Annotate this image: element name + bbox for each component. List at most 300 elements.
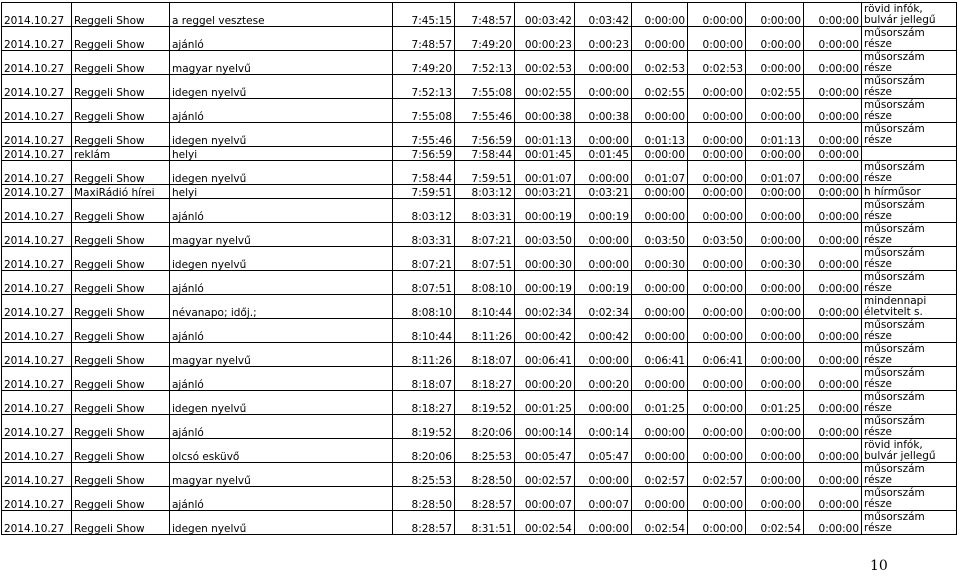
cell-category-note: műsorszám része xyxy=(862,223,957,247)
cell-category-note: műsorszám része xyxy=(862,51,957,75)
cell-value-1: 0:00:00 xyxy=(575,247,632,271)
cell-value-4: 0:00:00 xyxy=(746,99,804,123)
table-row xyxy=(2,3,957,27)
table-row xyxy=(2,439,957,463)
cell-value-1: 0:00:23 xyxy=(575,27,632,51)
cell-end-time: 7:58:44 xyxy=(455,147,515,161)
cell-item: idegen nyelvű xyxy=(170,511,393,535)
cell-duration: 00:02:54 xyxy=(515,511,575,535)
table-row xyxy=(2,51,957,75)
cell-value-2: 0:00:00 xyxy=(632,185,688,199)
cell-value-2: 0:03:50 xyxy=(632,223,688,247)
cell-category-note: műsorszám része xyxy=(862,511,957,535)
cell-value-3: 0:03:50 xyxy=(688,223,746,247)
cell-start-time: 7:59:51 xyxy=(393,185,455,199)
cell-value-4: 0:00:00 xyxy=(746,415,804,439)
cell-value-5: 0:00:00 xyxy=(804,415,862,439)
cell-date: 2014.10.27 xyxy=(2,51,72,75)
table-row xyxy=(2,295,957,319)
cell-value-2: 0:00:00 xyxy=(632,27,688,51)
cell-end-time: 7:56:59 xyxy=(455,123,515,147)
cell-date: 2014.10.27 xyxy=(2,185,72,199)
cell-program: Reggeli Show xyxy=(72,415,170,439)
cell-item: magyar nyelvű xyxy=(170,223,393,247)
cell-end-time: 7:59:51 xyxy=(455,161,515,185)
cell-duration: 00:03:21 xyxy=(515,185,575,199)
table-row xyxy=(2,271,957,295)
cell-value-1: 0:00:14 xyxy=(575,415,632,439)
table-row xyxy=(2,343,957,367)
cell-value-3: 0:00:00 xyxy=(688,199,746,223)
cell-category-note: műsorszám része xyxy=(862,367,957,391)
cell-value-5: 0:00:00 xyxy=(804,247,862,271)
cell-date: 2014.10.27 xyxy=(2,3,72,27)
cell-start-time: 8:07:51 xyxy=(393,271,455,295)
cell-item: magyar nyelvű xyxy=(170,463,393,487)
cell-program: Reggeli Show xyxy=(72,367,170,391)
cell-item: ajánló xyxy=(170,367,393,391)
table-row xyxy=(2,161,957,185)
cell-program: MaxiRádió hírei xyxy=(72,185,170,199)
cell-category-note: műsorszám része xyxy=(862,391,957,415)
cell-duration: 00:01:25 xyxy=(515,391,575,415)
cell-duration: 00:00:20 xyxy=(515,367,575,391)
cell-duration: 00:00:14 xyxy=(515,415,575,439)
cell-item: idegen nyelvű xyxy=(170,161,393,185)
cell-value-4: 0:00:00 xyxy=(746,27,804,51)
cell-start-time: 8:25:53 xyxy=(393,463,455,487)
cell-duration: 00:01:13 xyxy=(515,123,575,147)
cell-duration: 00:00:19 xyxy=(515,199,575,223)
cell-category-note xyxy=(862,147,957,161)
table-row xyxy=(2,199,957,223)
cell-value-5: 0:00:00 xyxy=(804,343,862,367)
cell-value-4: 0:00:00 xyxy=(746,223,804,247)
cell-value-2: 0:00:00 xyxy=(632,415,688,439)
cell-program: Reggeli Show xyxy=(72,51,170,75)
cell-duration: 00:00:07 xyxy=(515,487,575,511)
cell-item: ajánló xyxy=(170,487,393,511)
cell-value-4: 0:00:00 xyxy=(746,439,804,463)
cell-value-5: 0:00:00 xyxy=(804,295,862,319)
cell-program: Reggeli Show xyxy=(72,439,170,463)
cell-program: reklám xyxy=(72,147,170,161)
cell-date: 2014.10.27 xyxy=(2,511,72,535)
cell-date: 2014.10.27 xyxy=(2,343,72,367)
cell-date: 2014.10.27 xyxy=(2,123,72,147)
cell-program: Reggeli Show xyxy=(72,3,170,27)
cell-value-3: 0:00:00 xyxy=(688,391,746,415)
cell-value-3: 0:00:00 xyxy=(688,161,746,185)
cell-item: helyi xyxy=(170,147,393,161)
cell-category-note: műsorszám része xyxy=(862,343,957,367)
cell-program: Reggeli Show xyxy=(72,199,170,223)
cell-end-time: 8:19:52 xyxy=(455,391,515,415)
cell-program: Reggeli Show xyxy=(72,247,170,271)
cell-value-1: 0:00:19 xyxy=(575,199,632,223)
cell-value-5: 0:00:00 xyxy=(804,391,862,415)
cell-end-time: 8:28:50 xyxy=(455,463,515,487)
cell-value-1: 0:00:00 xyxy=(575,343,632,367)
cell-value-4: 0:00:00 xyxy=(746,343,804,367)
cell-value-5: 0:00:00 xyxy=(804,487,862,511)
cell-start-time: 8:18:07 xyxy=(393,367,455,391)
cell-value-1: 0:00:38 xyxy=(575,99,632,123)
cell-duration: 00:01:45 xyxy=(515,147,575,161)
cell-program: Reggeli Show xyxy=(72,123,170,147)
cell-item: magyar nyelvű xyxy=(170,343,393,367)
cell-end-time: 7:55:08 xyxy=(455,75,515,99)
cell-value-2: 0:02:54 xyxy=(632,511,688,535)
cell-value-4: 0:01:13 xyxy=(746,123,804,147)
cell-value-5: 0:00:00 xyxy=(804,51,862,75)
cell-duration: 00:03:50 xyxy=(515,223,575,247)
cell-date: 2014.10.27 xyxy=(2,199,72,223)
cell-value-4: 0:00:00 xyxy=(746,487,804,511)
cell-item: ajánló xyxy=(170,319,393,343)
cell-value-3: 0:00:00 xyxy=(688,27,746,51)
cell-value-1: 0:00:00 xyxy=(575,463,632,487)
cell-value-1: 0:00:20 xyxy=(575,367,632,391)
table-row xyxy=(2,123,957,147)
cell-value-3: 0:00:00 xyxy=(688,295,746,319)
cell-value-4: 0:01:25 xyxy=(746,391,804,415)
table-row xyxy=(2,367,957,391)
cell-duration: 00:03:42 xyxy=(515,3,575,27)
cell-end-time: 8:31:51 xyxy=(455,511,515,535)
cell-category-note: műsorszám része xyxy=(862,271,957,295)
cell-start-time: 8:19:52 xyxy=(393,415,455,439)
cell-duration: 00:00:19 xyxy=(515,271,575,295)
cell-start-time: 8:20:06 xyxy=(393,439,455,463)
cell-item: névanapo; időj.; xyxy=(170,295,393,319)
cell-value-3: 0:00:00 xyxy=(688,3,746,27)
cell-value-1: 0:03:21 xyxy=(575,185,632,199)
cell-value-4: 0:00:00 xyxy=(746,271,804,295)
cell-item: ajánló xyxy=(170,415,393,439)
cell-duration: 00:00:38 xyxy=(515,99,575,123)
cell-value-1: 0:00:42 xyxy=(575,319,632,343)
cell-start-time: 7:49:20 xyxy=(393,51,455,75)
cell-value-1: 0:00:00 xyxy=(575,123,632,147)
cell-value-3: 0:00:00 xyxy=(688,99,746,123)
cell-value-3: 0:06:41 xyxy=(688,343,746,367)
cell-value-5: 0:00:00 xyxy=(804,75,862,99)
cell-end-time: 8:11:26 xyxy=(455,319,515,343)
cell-end-time: 8:07:51 xyxy=(455,247,515,271)
cell-value-2: 0:00:00 xyxy=(632,271,688,295)
cell-category-note: műsorszám része xyxy=(862,487,957,511)
cell-end-time: 7:49:20 xyxy=(455,27,515,51)
cell-value-2: 0:00:00 xyxy=(632,99,688,123)
cell-value-4: 0:00:00 xyxy=(746,463,804,487)
cell-end-time: 8:08:10 xyxy=(455,271,515,295)
cell-program: Reggeli Show xyxy=(72,27,170,51)
cell-value-4: 0:00:00 xyxy=(746,295,804,319)
cell-duration: 00:06:41 xyxy=(515,343,575,367)
cell-start-time: 8:03:31 xyxy=(393,223,455,247)
cell-start-time: 7:52:13 xyxy=(393,75,455,99)
cell-value-1: 0:00:00 xyxy=(575,75,632,99)
cell-category-note: műsorszám része xyxy=(862,199,957,223)
cell-item: ajánló xyxy=(170,271,393,295)
cell-value-4: 0:00:00 xyxy=(746,3,804,27)
cell-value-3: 0:00:00 xyxy=(688,319,746,343)
log-table-body xyxy=(2,3,957,535)
cell-item: ajánló xyxy=(170,99,393,123)
table-row xyxy=(2,319,957,343)
cell-program: Reggeli Show xyxy=(72,463,170,487)
cell-value-4: 0:00:00 xyxy=(746,367,804,391)
cell-category-note: műsorszám része xyxy=(862,99,957,123)
cell-date: 2014.10.27 xyxy=(2,487,72,511)
cell-start-time: 8:07:21 xyxy=(393,247,455,271)
table-row xyxy=(2,27,957,51)
cell-value-1: 0:00:00 xyxy=(575,511,632,535)
cell-date: 2014.10.27 xyxy=(2,415,72,439)
cell-value-4: 0:00:00 xyxy=(746,51,804,75)
cell-end-time: 8:18:07 xyxy=(455,343,515,367)
cell-value-3: 0:00:00 xyxy=(688,415,746,439)
cell-value-1: 0:01:45 xyxy=(575,147,632,161)
cell-value-3: 0:00:00 xyxy=(688,185,746,199)
cell-item: idegen nyelvű xyxy=(170,391,393,415)
cell-value-5: 0:00:00 xyxy=(804,99,862,123)
cell-category-note: műsorszám része xyxy=(862,27,957,51)
cell-duration: 00:02:34 xyxy=(515,295,575,319)
cell-end-time: 8:20:06 xyxy=(455,415,515,439)
cell-item: idegen nyelvű xyxy=(170,247,393,271)
cell-program: Reggeli Show xyxy=(72,271,170,295)
cell-item: magyar nyelvű xyxy=(170,51,393,75)
cell-value-3: 0:00:00 xyxy=(688,439,746,463)
cell-start-time: 8:28:57 xyxy=(393,511,455,535)
cell-value-4: 0:00:00 xyxy=(746,199,804,223)
broadcast-log-sheet xyxy=(1,2,956,535)
table-row xyxy=(2,487,957,511)
cell-duration: 00:00:30 xyxy=(515,247,575,271)
cell-value-1: 0:00:00 xyxy=(575,51,632,75)
cell-start-time: 7:48:57 xyxy=(393,27,455,51)
cell-value-5: 0:00:00 xyxy=(804,223,862,247)
cell-program: Reggeli Show xyxy=(72,511,170,535)
cell-program: Reggeli Show xyxy=(72,391,170,415)
cell-date: 2014.10.27 xyxy=(2,147,72,161)
cell-value-3: 0:02:57 xyxy=(688,463,746,487)
cell-value-5: 0:00:00 xyxy=(804,511,862,535)
cell-value-5: 0:00:00 xyxy=(804,161,862,185)
cell-value-5: 0:00:00 xyxy=(804,439,862,463)
cell-date: 2014.10.27 xyxy=(2,463,72,487)
cell-date: 2014.10.27 xyxy=(2,391,72,415)
cell-duration: 00:02:55 xyxy=(515,75,575,99)
cell-date: 2014.10.27 xyxy=(2,439,72,463)
cell-program: Reggeli Show xyxy=(72,295,170,319)
table-row xyxy=(2,75,957,99)
cell-end-time: 7:55:46 xyxy=(455,99,515,123)
cell-duration: 00:01:07 xyxy=(515,161,575,185)
cell-item: olcsó esküvő xyxy=(170,439,393,463)
cell-value-5: 0:00:00 xyxy=(804,3,862,27)
cell-value-2: 0:01:25 xyxy=(632,391,688,415)
cell-category-note: mindennapi életvitelt s. xyxy=(862,295,957,319)
cell-value-5: 0:00:00 xyxy=(804,463,862,487)
cell-start-time: 8:18:27 xyxy=(393,391,455,415)
cell-value-2: 0:01:07 xyxy=(632,161,688,185)
cell-program: Reggeli Show xyxy=(72,75,170,99)
cell-item: a reggel vesztese xyxy=(170,3,393,27)
cell-value-1: 0:00:00 xyxy=(575,161,632,185)
cell-duration: 00:02:53 xyxy=(515,51,575,75)
table-row xyxy=(2,415,957,439)
cell-category-note: rövid infók, bulvár jellegű xyxy=(862,3,957,27)
cell-program: Reggeli Show xyxy=(72,487,170,511)
page-number: 10 xyxy=(870,558,888,574)
cell-value-4: 0:02:55 xyxy=(746,75,804,99)
cell-category-note: műsorszám része xyxy=(862,415,957,439)
cell-duration: 00:05:47 xyxy=(515,439,575,463)
cell-start-time: 8:28:50 xyxy=(393,487,455,511)
cell-date: 2014.10.27 xyxy=(2,247,72,271)
cell-value-1: 0:02:34 xyxy=(575,295,632,319)
cell-end-time: 8:10:44 xyxy=(455,295,515,319)
cell-date: 2014.10.27 xyxy=(2,223,72,247)
cell-value-1: 0:05:47 xyxy=(575,439,632,463)
table-row xyxy=(2,463,957,487)
table-row xyxy=(2,223,957,247)
cell-date: 2014.10.27 xyxy=(2,27,72,51)
cell-value-3: 0:00:00 xyxy=(688,487,746,511)
cell-value-2: 0:00:00 xyxy=(632,199,688,223)
broadcast-log-table xyxy=(1,2,957,535)
cell-duration: 00:00:42 xyxy=(515,319,575,343)
cell-value-2: 0:06:41 xyxy=(632,343,688,367)
cell-date: 2014.10.27 xyxy=(2,295,72,319)
cell-category-note: műsorszám része xyxy=(862,463,957,487)
cell-value-1: 0:00:07 xyxy=(575,487,632,511)
cell-start-time: 7:45:15 xyxy=(393,3,455,27)
cell-program: Reggeli Show xyxy=(72,343,170,367)
cell-value-4: 0:01:07 xyxy=(746,161,804,185)
cell-value-2: 0:02:57 xyxy=(632,463,688,487)
cell-category-note: h hírműsor xyxy=(862,185,957,199)
cell-end-time: 7:52:13 xyxy=(455,51,515,75)
table-row xyxy=(2,185,957,199)
cell-value-3: 0:02:53 xyxy=(688,51,746,75)
table-row xyxy=(2,99,957,123)
cell-program: Reggeli Show xyxy=(72,99,170,123)
cell-value-2: 0:01:13 xyxy=(632,123,688,147)
cell-date: 2014.10.27 xyxy=(2,367,72,391)
cell-item: idegen nyelvű xyxy=(170,123,393,147)
cell-value-5: 0:00:00 xyxy=(804,367,862,391)
cell-start-time: 8:03:12 xyxy=(393,199,455,223)
cell-item: ajánló xyxy=(170,199,393,223)
cell-category-note: műsorszám része xyxy=(862,75,957,99)
cell-item: helyi xyxy=(170,185,393,199)
cell-start-time: 7:55:08 xyxy=(393,99,455,123)
cell-value-3: 0:00:00 xyxy=(688,147,746,161)
cell-end-time: 7:48:57 xyxy=(455,3,515,27)
cell-value-4: 0:00:00 xyxy=(746,147,804,161)
cell-start-time: 7:58:44 xyxy=(393,161,455,185)
cell-value-4: 0:00:00 xyxy=(746,185,804,199)
cell-value-2: 0:02:53 xyxy=(632,51,688,75)
cell-value-5: 0:00:00 xyxy=(804,123,862,147)
cell-start-time: 8:10:44 xyxy=(393,319,455,343)
cell-end-time: 8:07:21 xyxy=(455,223,515,247)
cell-value-2: 0:02:55 xyxy=(632,75,688,99)
cell-value-2: 0:00:00 xyxy=(632,367,688,391)
cell-date: 2014.10.27 xyxy=(2,271,72,295)
cell-value-3: 0:00:00 xyxy=(688,75,746,99)
cell-value-2: 0:00:00 xyxy=(632,147,688,161)
cell-date: 2014.10.27 xyxy=(2,99,72,123)
cell-category-note: műsorszám része xyxy=(862,247,957,271)
cell-value-5: 0:00:00 xyxy=(804,271,862,295)
cell-value-4: 0:02:54 xyxy=(746,511,804,535)
cell-program: Reggeli Show xyxy=(72,319,170,343)
table-row xyxy=(2,391,957,415)
cell-value-1: 0:00:00 xyxy=(575,223,632,247)
cell-value-2: 0:00:00 xyxy=(632,295,688,319)
cell-value-3: 0:00:00 xyxy=(688,511,746,535)
cell-item: ajánló xyxy=(170,27,393,51)
cell-end-time: 8:03:31 xyxy=(455,199,515,223)
cell-value-5: 0:00:00 xyxy=(804,27,862,51)
cell-start-time: 8:11:26 xyxy=(393,343,455,367)
cell-value-4: 0:00:30 xyxy=(746,247,804,271)
cell-value-3: 0:00:00 xyxy=(688,247,746,271)
cell-start-time: 8:08:10 xyxy=(393,295,455,319)
cell-duration: 00:02:57 xyxy=(515,463,575,487)
cell-duration: 00:00:23 xyxy=(515,27,575,51)
cell-value-3: 0:00:00 xyxy=(688,367,746,391)
cell-start-time: 7:55:46 xyxy=(393,123,455,147)
cell-value-5: 0:00:00 xyxy=(804,319,862,343)
cell-value-3: 0:00:00 xyxy=(688,271,746,295)
cell-program: Reggeli Show xyxy=(72,161,170,185)
cell-value-5: 0:00:00 xyxy=(804,185,862,199)
cell-category-note: műsorszám része xyxy=(862,319,957,343)
cell-date: 2014.10.27 xyxy=(2,319,72,343)
table-row xyxy=(2,147,957,161)
cell-value-1: 0:00:19 xyxy=(575,271,632,295)
cell-value-2: 0:00:00 xyxy=(632,319,688,343)
table-row xyxy=(2,247,957,271)
cell-value-3: 0:00:00 xyxy=(688,123,746,147)
cell-value-4: 0:00:00 xyxy=(746,319,804,343)
cell-value-1: 0:00:00 xyxy=(575,391,632,415)
cell-item: idegen nyelvű xyxy=(170,75,393,99)
cell-value-2: 0:00:30 xyxy=(632,247,688,271)
cell-category-note: műsorszám része xyxy=(862,161,957,185)
cell-value-5: 0:00:00 xyxy=(804,199,862,223)
cell-category-note: műsorszám része xyxy=(862,123,957,147)
cell-value-5: 0:00:00 xyxy=(804,147,862,161)
cell-end-time: 8:25:53 xyxy=(455,439,515,463)
table-row xyxy=(2,511,957,535)
cell-end-time: 8:18:27 xyxy=(455,367,515,391)
cell-program: Reggeli Show xyxy=(72,223,170,247)
cell-start-time: 7:56:59 xyxy=(393,147,455,161)
cell-value-2: 0:00:00 xyxy=(632,3,688,27)
cell-date: 2014.10.27 xyxy=(2,75,72,99)
cell-category-note: rövid infók, bulvár jellegű xyxy=(862,439,957,463)
cell-value-2: 0:00:00 xyxy=(632,487,688,511)
cell-value-1: 0:03:42 xyxy=(575,3,632,27)
cell-date: 2014.10.27 xyxy=(2,161,72,185)
